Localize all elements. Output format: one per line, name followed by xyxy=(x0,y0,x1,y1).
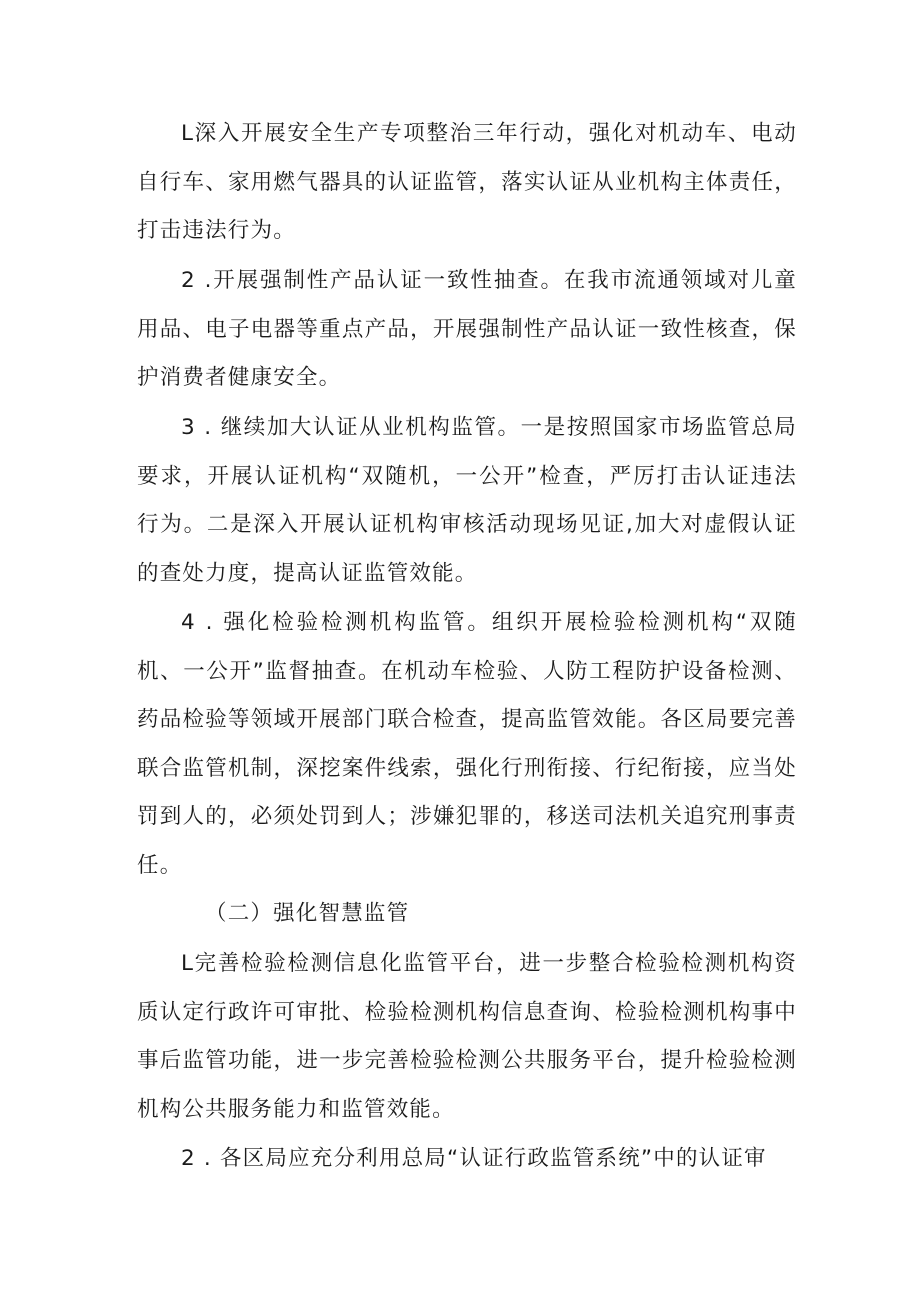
paragraph-certification-supervision: 3 . 继续加大认证从业机构监管。一是按照国家市场监管总局要求，开展认证机构“双随机，一公开”检查，严厉打击认证违法行为。二是深入开展认证机构审核活动现场见证,加大对虚假认证的查处力度，提高认证监管效能。 xyxy=(137,415,797,586)
paragraph-safety-rectification: L深入开展安全生产专项整治三年行动，强化对机动车、电动自行车、家用燃气器具的认证监管，落实认证从业机构主体责任，打击违法行为。 xyxy=(137,121,797,243)
paragraph-info-platform: L完善检验检测信息化监管平台，进一步整合检验检测机构资质认定行政许可审批、检验检测机构信息查询、检验检测机构事中事后监管功能，进一步完善检验检测公共服务平台，提升检验检测机构公共服务能力和监管效能。 xyxy=(137,951,797,1122)
paragraph-regional-bureaus: 2 . 各区局应充分利用总局“认证行政监管系统”中的认证审 xyxy=(181,1146,767,1171)
paragraph-testing-supervision: 4 . 强化检验检测机构监管。组织开展检验检测机构“双随机、一公开”监督抽查。在机动车检验、人防工程防护设备检测、药品检验等领域开展部门联合检查，提高监管效能。各区局要完善联合监管机制，深挖案件线索，强化行刑衔接、行纪衔接，应当处罚到人的，必须处罚到人；涉嫌犯罪的，移送司法机关追究刑事责任。 xyxy=(137,610,797,878)
section-heading: （二）强化智慧监管 xyxy=(205,901,410,926)
paragraph-ccc-spot-check: 2 .开展强制性产品认证一致性抽查。在我市流通领域对儿童用品、电子电器等重点产品，开展强制性产品认证一致性核查，保护消费者健康安全。 xyxy=(137,268,797,390)
